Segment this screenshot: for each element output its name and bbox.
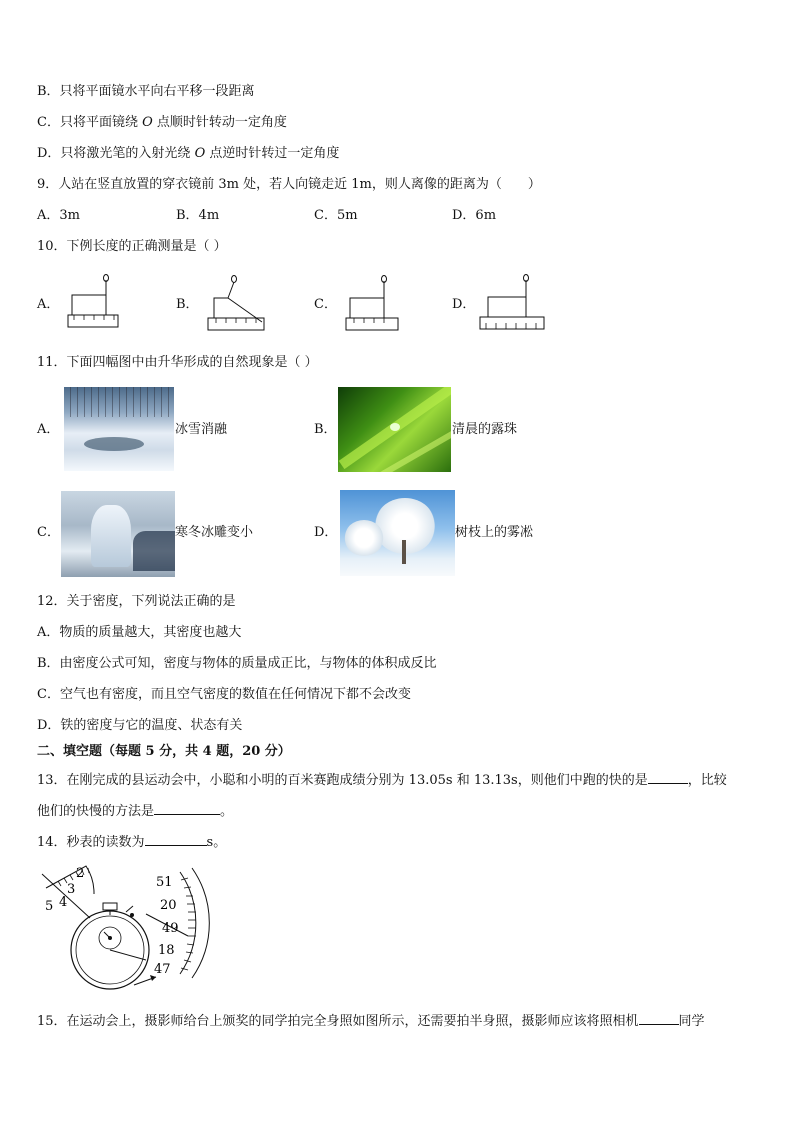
q14-blank[interactable] <box>145 831 207 846</box>
q9-option-b: B．4m <box>176 208 220 223</box>
ruler-diagram-c <box>344 272 404 334</box>
q8-option-d: D．只将激光笔的入射光绕 O 点逆时针转过一定角度 <box>37 146 340 161</box>
q9-option-d: D．6m <box>452 208 497 223</box>
right-dial-20: 20 <box>160 898 177 913</box>
q13-blank-1[interactable] <box>648 769 688 784</box>
left-dial-3: 3 <box>67 882 76 897</box>
rime-tree-photo <box>340 490 455 576</box>
q15-line: 15．在运动会上，摄影师给台上颁奖的同学拍完全身照如图所示，还需要拍半身照，摄影师应该将照相机 同学 <box>37 1010 705 1031</box>
left-dial-4: 4 <box>59 895 68 910</box>
q11-caption-c: 寒冬冰雕变小 <box>175 525 254 540</box>
ruler-diagram-d <box>478 272 548 334</box>
section-heading-fill-in: 二、填空题（每题 5 分，共 4 题，20 分） <box>37 744 291 759</box>
ruler-diagram-b <box>206 272 270 336</box>
left-dial-5: 5 <box>45 899 54 914</box>
q11-label-d: D． <box>314 525 338 540</box>
q9-option-c: C．5m <box>314 208 358 223</box>
stopwatch-diagram <box>38 862 210 992</box>
q12-option-c: C．空气也有密度，而且空气密度的数值在任何情况下都不会改变 <box>37 687 411 702</box>
q13-line2: 他们的快慢的方法是 。 <box>37 800 233 821</box>
q9-option-a: A．3m <box>37 208 80 223</box>
q10-label-b: B． <box>176 297 199 312</box>
melting-snow-photo <box>64 387 174 471</box>
q11-caption-b: 清晨的露珠 <box>452 422 518 437</box>
q13-blank-2[interactable] <box>154 800 220 815</box>
q8-option-b: B．只将平面镜水平向右平移一段距离 <box>37 84 255 99</box>
left-dial-2: 2 <box>76 866 85 881</box>
right-dial-47: 47 <box>154 962 171 977</box>
right-dial-18: 18 <box>158 943 175 958</box>
ruler-diagram-a <box>66 272 126 332</box>
q12-option-d: D．铁的密度与它的温度、状态有关 <box>37 718 243 733</box>
q10-stem: 10．下例长度的正确测量是（ ） <box>37 239 227 254</box>
q11-label-a: A． <box>37 422 60 437</box>
q15-blank[interactable] <box>639 1010 679 1025</box>
q10-label-d: D． <box>452 297 476 312</box>
q8-option-c: C．只将平面镜绕 O 点顺时针转动一定角度 <box>37 115 287 130</box>
q11-caption-d: 树枝上的雾凇 <box>455 525 534 540</box>
q10-label-c: C． <box>314 297 337 312</box>
q11-caption-a: 冰雪消融 <box>175 422 228 437</box>
dewdrop-photo <box>338 387 451 472</box>
q12-option-a: A．物质的质量越大，其密度也越大 <box>37 625 242 640</box>
q10-label-a: A． <box>37 297 60 312</box>
q12-stem: 12．关于密度，下列说法正确的是 <box>37 594 236 609</box>
q9-stem: 9．人站在竖直放置的穿衣镜前 3m 处，若人向镜走近 1m，则人离像的距离为（ ） <box>37 177 541 192</box>
right-dial-49: 49 <box>162 921 179 936</box>
q11-label-b: B． <box>314 422 337 437</box>
q11-stem: 11．下面四幅图中由升华形成的自然现象是（ ） <box>37 355 318 370</box>
ice-sculpture-photo <box>61 491 175 577</box>
right-dial-51: 51 <box>156 875 173 890</box>
q13-line1: 13．在刚完成的县运动会中，小聪和小明的百米赛跑成绩分别为 13.05s 和 13.13s，则他们中跑的快的是 ，比较 <box>37 769 727 790</box>
q12-option-b: B．由密度公式可知，密度与物体的质量成正比，与物体的体积成反比 <box>37 656 437 671</box>
q11-label-c: C． <box>37 525 60 540</box>
q14-stem: 14．秒表的读数为 s。 <box>37 831 226 852</box>
